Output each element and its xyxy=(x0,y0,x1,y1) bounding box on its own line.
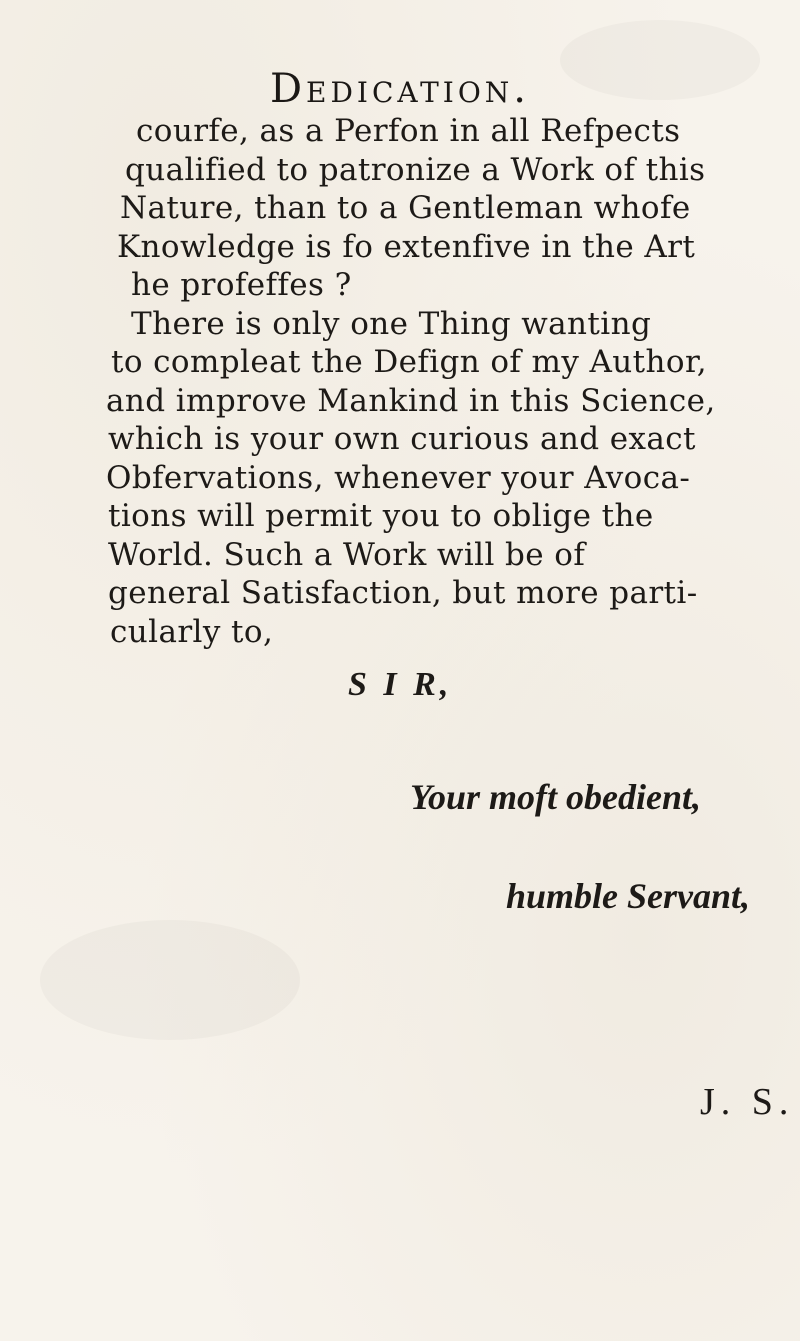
closing-line-1: Your moft obedient, xyxy=(410,777,702,817)
text-line: World. Such a Work will be of xyxy=(108,536,586,573)
text-line: Obfervations, whenever your Avoca- xyxy=(106,459,691,496)
text-line: Nature, than to a Gentleman whofe xyxy=(120,190,691,226)
salutation: S I R, xyxy=(348,666,453,703)
page-header: Dedication. xyxy=(269,66,531,112)
dedication-body xyxy=(106,112,800,651)
text-line: he profeffes ? xyxy=(131,267,352,303)
text-line: There is only one Thing wanting xyxy=(131,305,652,342)
paper-stain xyxy=(40,920,300,1040)
text-line: to compleat the Defign of my Author, xyxy=(111,344,708,380)
text-line: general Satisfaction, but more parti- xyxy=(108,575,698,611)
closing-line-2: humble Servant, xyxy=(506,876,751,916)
text-line: and improve Mankind in this Science, xyxy=(106,382,716,419)
text-line: courfe, as a Perfon in all Refpects xyxy=(136,113,681,149)
text-line: qualified to patronize a Work of this xyxy=(125,151,706,188)
text-line: Knowledge is fo extenfive in the Art xyxy=(117,228,696,265)
text-line: which is your own curious and exact xyxy=(108,421,696,457)
signature: J. S. xyxy=(700,1081,795,1123)
text-line: cularly to, xyxy=(110,613,274,650)
text-line: tions will permit you to oblige the xyxy=(108,498,654,534)
